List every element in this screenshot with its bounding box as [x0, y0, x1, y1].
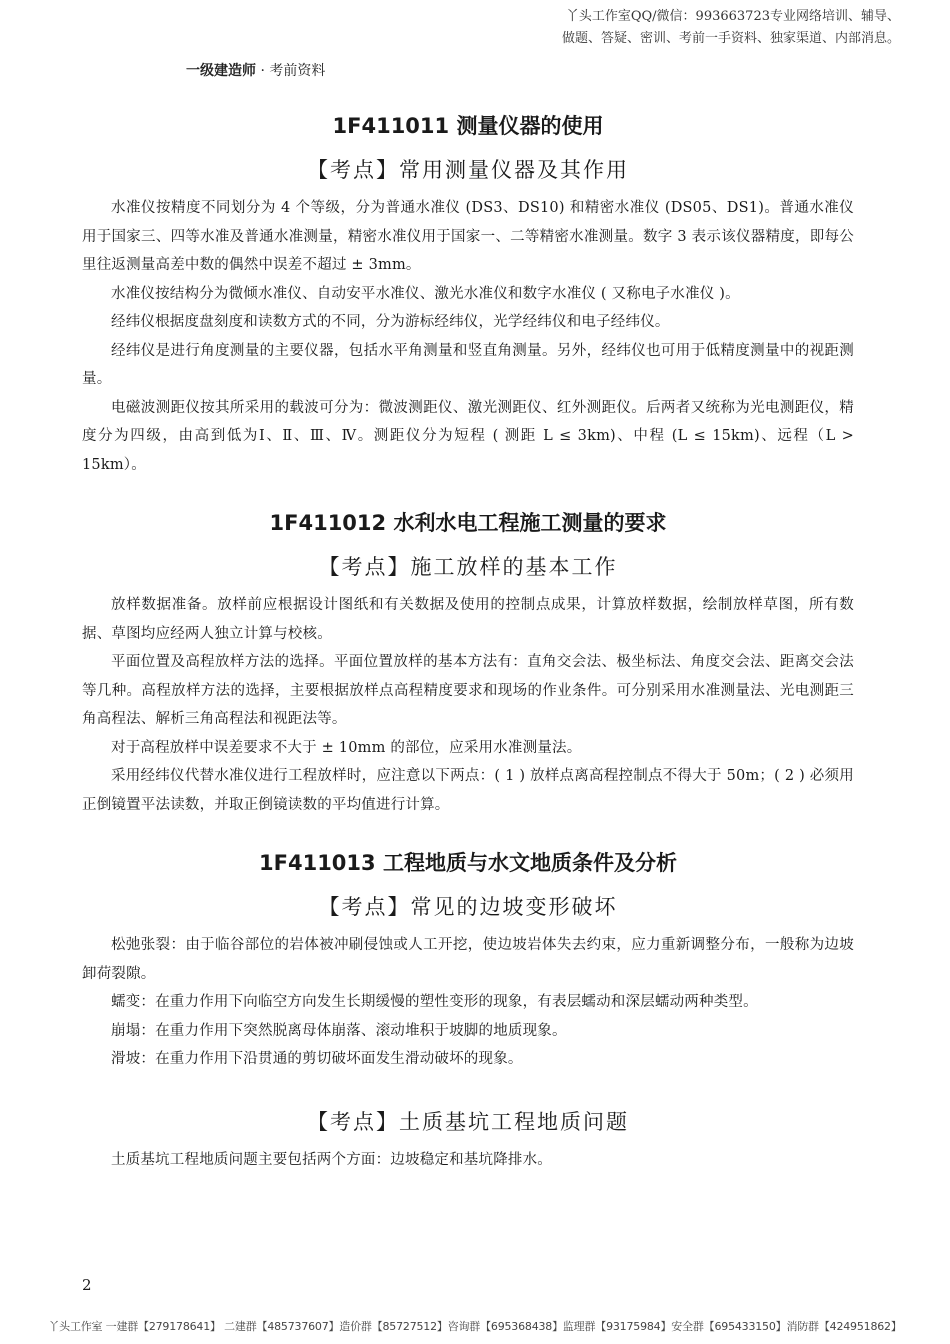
- keypoint-title: 【考点】常用测量仪器及其作用: [307, 158, 629, 182]
- paragraph: 土质基坑工程地质问题主要包括两个方面：边坡稳定和基坑降排水。: [111, 1151, 552, 1168]
- page-content: [82, 108, 854, 1174]
- section-title: 1F411012 水利水电工程施工测量的要求: [269, 511, 667, 535]
- paragraph: 采用经纬仪代替水准仪进行工程放样时，应注意以下两点：( 1 ) 放样点离高程控制点不得大于 50m；( 2 ) 必须用正倒镜置平法读数，并取正倒镜读数的平均值进行计算。: [82, 768, 854, 813]
- paragraph: 电磁波测距仪按其所采用的载波可分为：微波测距仪、激光测距仪、红外测距仪。后两者又统称为光电测距仪，精度分为四级，由高到低为Ⅰ、Ⅱ、Ⅲ、Ⅳ。测距仪分为短程 ( 测距 L ≤ 3km)、中程 (L ≤ 15km)、远程（L > 15km）。: [82, 399, 854, 473]
- paragraph: 水准仪按结构分为微倾水准仪、自动安平水准仪、激光水准仪和数字水准仪 ( 又称电子水准仪 )。: [111, 285, 740, 302]
- running-head-separator: ·: [260, 63, 265, 79]
- paragraph: 对于高程放样中误差要求不大于 ± 10mm 的部位，应采用水准测量法。: [111, 739, 582, 756]
- promo-banner: [480, 6, 900, 50]
- paragraph: 蠕变：在重力作用下向临空方向发生长期缓慢的塑性变形的现象，有表层蠕动和深层蠕动两种类型。: [111, 994, 758, 1010]
- keypoint-title: 【考点】施工放样的基本工作: [318, 555, 618, 579]
- running-head-title: 一级建造师: [186, 63, 256, 79]
- paragraph: 放样数据准备。放样前应根据设计图纸和有关数据及使用的控制点成果，计算放样数据，绘制放样草图，所有数据、草图均应经两人独立计算与校核。: [82, 597, 854, 642]
- section-title: 1F411011 测量仪器的使用: [332, 114, 604, 138]
- paragraph: 松弛张裂：由于临谷部位的岩体被冲刷侵蚀或人工开挖，使边坡岩体失去约束，应力重新调整分布，一般称为边坡卸荷裂隙。: [82, 937, 854, 982]
- paragraph: 崩塌：在重力作用下突然脱离母体崩落、滚动堆积于坡脚的地质现象。: [111, 1022, 567, 1039]
- paragraph: 经纬仪是进行角度测量的主要仪器，包括水平角测量和竖直角测量。另外，经纬仪也可用于低精度测量中的视距测量。: [82, 342, 854, 387]
- paragraph: 滑坡：在重力作用下沿贯通的剪切破坏面发生滑动破坏的现象。: [111, 1051, 523, 1067]
- running-head: [186, 60, 325, 80]
- page-number: 2: [82, 1276, 92, 1294]
- paragraph: 经纬仪根据度盘刻度和读数方式的不同，分为游标经纬仪，光学经纬仪和电子经纬仪。: [111, 314, 670, 330]
- promo-line-1: 丫头工作室QQ/微信：993663723专业网络培训、辅导、: [565, 9, 900, 24]
- footer-groups: 丫头工作室 一建群【279178641】 二建群【485737607】造价群【85727512】咨询群【695368438】监理群【93175984】安全群【695433150】消防群【424951862】: [48, 1320, 902, 1333]
- promo-line-2: 做题、答疑、密训、考前一手资料、独家渠道、内部消息。: [561, 31, 900, 46]
- keypoint-title: 【考点】常见的边坡变形破坏: [318, 895, 618, 919]
- running-head-subtitle: 考前资料: [269, 63, 326, 79]
- paragraph: 平面位置及高程放样方法的选择。平面位置放样的基本方法有：直角交会法、极坐标法、角度交会法、距离交会法等几种。高程放样方法的选择，主要根据放样点高程精度要求和现场的作业条件。可分别采用水准测量法、光电测距三角高程法、解析三角高程法和视距法等。: [82, 654, 854, 727]
- section-title: 1F411013 工程地质与水文地质条件及分析: [259, 851, 677, 875]
- keypoint-title: 【考点】土质基坑工程地质问题: [307, 1109, 629, 1134]
- paragraph: 水准仪按精度不同划分为 4 个等级，分为普通水准仪 (DS3、DS10) 和精密水准仪 (DS05、DS1)。普通水准仪用于国家三、四等水准及普通水准测量，精密水准仪用于国家一、二等精密水准测量。数字 3 表示该仪器精度，即每公里往返测量高差中数的偶然中误差不超过 ± 3mm。: [82, 200, 854, 273]
